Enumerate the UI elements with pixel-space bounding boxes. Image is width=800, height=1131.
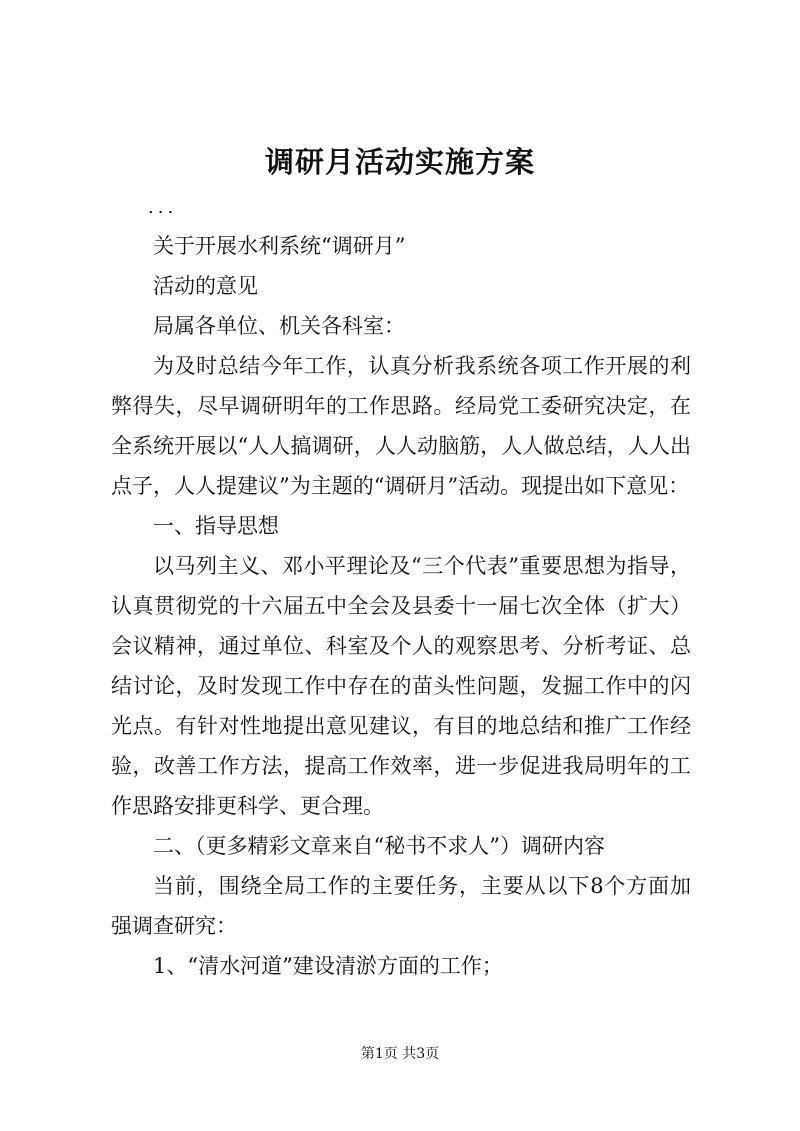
document-body: [111, 226, 691, 986]
intro-paragraph: 为及时总结今年工作，认真分析我系统各项工作开展的利弊得失，尽早调研明年的工作思路。经局党工委研究决定，在全系统开展以“人人搞调研，人人动脑筋，人人做总结，人人出点子，人人提建议”为主题的“调研月”活动。现提出如下意见：: [111, 354, 691, 498]
list-item-1: 1、“清水河道”建设清淤方面的工作；: [153, 954, 503, 978]
section-heading-guiding-ideology: 一、指导思想: [153, 514, 279, 538]
page-number-footer: 第1页 共3页: [360, 1046, 440, 1062]
heading-line-1: 关于开展水利系统“调研月”: [153, 234, 406, 258]
ellipsis-mark: ...: [148, 197, 178, 218]
section-heading-research-content: 二、（更多精彩文章来自“秘书不求人”）调研内容: [153, 834, 605, 858]
research-content-paragraph: 当前，围绕全局工作的主要任务，主要从以下8个方面加强调查研究：: [111, 874, 691, 938]
guiding-ideology-paragraph: 以马列主义、邓小平理论及“三个代表”重要思想为指导，认真贯彻党的十六届五中全会及县委十一届七次全体（扩大）会议精神，通过单位、科室及个人的观察思考、分析考证、总结讨论，及时发现工作中存在的苗头性问题，发掘工作中的闪光点。有针对性地提出意见建议，有目的地总结和推广工作经验，改善工作方法，提高工作效率，进一步促进我局明年的工作思路安排更科学、更合理。: [111, 554, 691, 818]
salutation: 局属各单位、机关各科室：: [153, 314, 405, 338]
heading-line-2: 活动的意见: [153, 274, 258, 298]
document-title: 调研月活动实施方案: [264, 145, 535, 179]
